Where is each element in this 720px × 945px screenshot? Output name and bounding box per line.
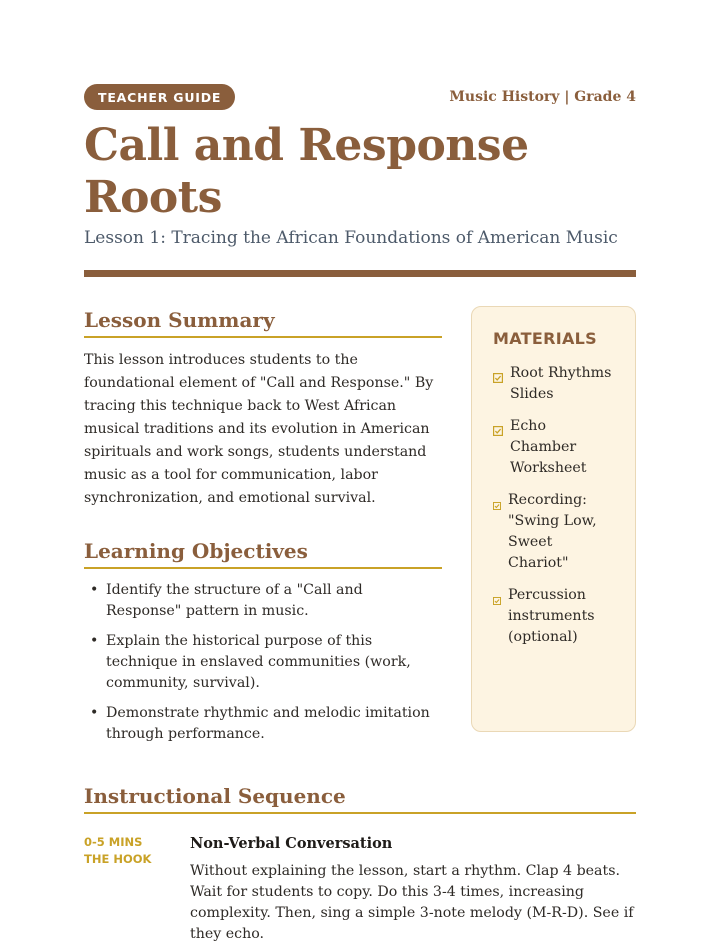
step-phase: THE HOOK <box>84 852 152 866</box>
page-subtitle: Lesson 1: Tracing the African Foundations of American Music <box>84 228 618 248</box>
materials-item <box>493 585 615 648</box>
materials-item-text: Recording: "Swing Low, Sweet Chariot" <box>508 492 597 571</box>
materials-item <box>493 416 615 479</box>
objective-item <box>84 580 442 622</box>
sequence-step-body <box>190 834 636 945</box>
lesson-summary-text: This lesson introduces students to the foundational element of "Call and Response." By tracing this technique back to West African musical traditions and its evolution in American spirituals and work songs, students understand music as a tool for communication, labor synchronization, and emotional survival. <box>84 352 434 506</box>
checkbox-icon <box>493 421 503 440</box>
materials-item <box>493 363 615 405</box>
materials-item-text: Root Rhythms Slides <box>510 365 612 402</box>
checkbox-icon <box>493 495 501 514</box>
main-column <box>84 306 442 754</box>
checkbox-icon <box>493 368 503 387</box>
materials-list <box>493 363 615 648</box>
objective-item <box>84 631 442 694</box>
bullet-icon: • <box>90 633 99 649</box>
materials-item-text: Echo Chamber Worksheet <box>510 418 587 476</box>
materials-heading: MATERIALS <box>493 329 597 348</box>
objective-item <box>84 703 442 745</box>
page-title: Call and Response Roots <box>84 120 529 223</box>
sequence-step <box>84 834 636 945</box>
learning-objectives-heading: Learning Objectives <box>84 539 308 563</box>
content-columns <box>84 306 636 754</box>
bullet-icon: • <box>90 582 99 598</box>
materials-item-text: Percussion instruments (optional) <box>508 587 595 645</box>
sequence-step-time <box>84 834 190 945</box>
objectives-list <box>84 580 442 745</box>
checkbox-icon <box>493 590 501 609</box>
objective-text: Explain the historical purpose of this technique in enslaved communities (work, community, survival). <box>106 633 411 691</box>
lesson-page <box>84 84 636 945</box>
lesson-summary-heading: Lesson Summary <box>84 308 275 332</box>
instructional-sequence-heading: Instructional Sequence <box>84 784 346 808</box>
section-divider <box>84 336 442 338</box>
section-divider <box>84 812 636 814</box>
step-title: Non-Verbal Conversation <box>190 835 393 852</box>
objective-text: Identify the structure of a "Call and Response" pattern in music. <box>106 582 363 619</box>
teacher-guide-badge: TEACHER GUIDE <box>84 84 235 110</box>
course-meta: Music History | Grade 4 <box>449 89 636 105</box>
step-duration: 0-5 MINS <box>84 835 143 849</box>
materials-panel <box>471 306 636 732</box>
header-divider <box>84 270 636 277</box>
materials-item <box>493 490 615 574</box>
step-description: Without explaining the lesson, start a rhythm. Clap 4 beats. Wait for students to copy. Do this 3-4 times, increasing complexity. Then, sing a simple 3-note melody (M-R-D). See if they echo. <box>190 863 634 942</box>
bullet-icon: • <box>90 705 99 721</box>
section-divider <box>84 567 442 569</box>
objective-text: Demonstrate rhythmic and melodic imitation through performance. <box>106 705 430 742</box>
header-row <box>84 84 636 110</box>
